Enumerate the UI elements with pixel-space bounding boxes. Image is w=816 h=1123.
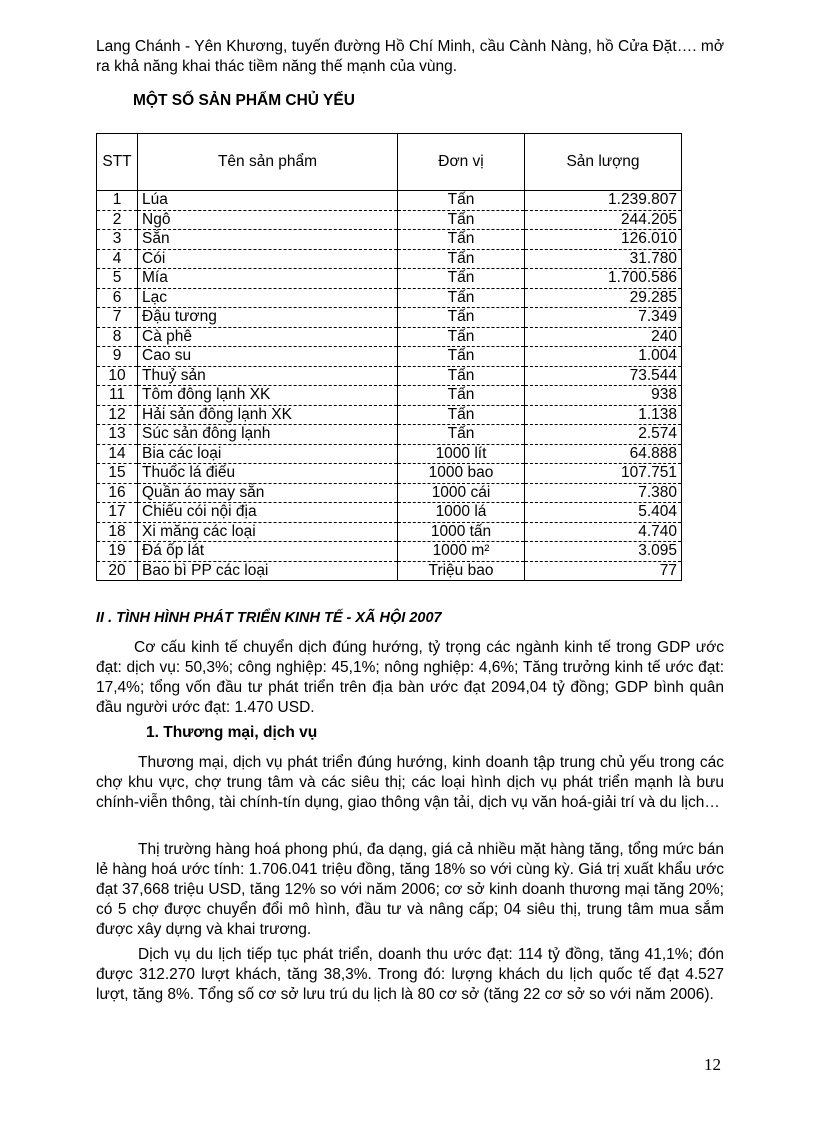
trade-paragraph-2: Thị trường hàng hoá phong phú, đa dạng, giá cả nhiều mặt hàng tăng, tổng mức bán lẻ hàng hoá ước tính: 1.706.041 triệu đồng, tăng 18% so với cùng kỳ. Giá trị xuất khẩu ước đạt 37,668 triệu USD, tăng 12% so với năm 2006; cơ sở kinh doanh thương mại tăng 20%; có 5 chợ được chuyển đổi mô hình, đầu tư và nâng cấp; 04 siêu thị, trung tâm mua sắm được xây dựng và khai trương. bbox=[96, 841, 724, 938]
cell-unit: Tấn bbox=[398, 191, 525, 211]
cell-stt: 20 bbox=[97, 561, 138, 581]
products-table bbox=[96, 133, 682, 581]
cell-unit: Tấn bbox=[398, 210, 525, 230]
cell-stt: 8 bbox=[97, 327, 138, 347]
cell-stt: 11 bbox=[97, 386, 138, 406]
cell-qty: 5.404 bbox=[525, 503, 682, 523]
subsection-heading: 1. Thương mại, dịch vụ bbox=[146, 724, 318, 741]
cell-stt: 19 bbox=[97, 542, 138, 562]
cell-name: Xi măng các loại bbox=[138, 522, 398, 542]
cell-name: Ngô bbox=[138, 210, 398, 230]
cell-unit: Triệu bao bbox=[398, 561, 525, 581]
cell-stt: 3 bbox=[97, 230, 138, 250]
cell-qty: 1.239.807 bbox=[525, 191, 682, 211]
cell-stt: 6 bbox=[97, 288, 138, 308]
cell-qty: 7.349 bbox=[525, 308, 682, 328]
cell-name: Bao bì PP các loại bbox=[138, 561, 398, 581]
tourism-paragraph: Dịch vụ du lịch tiếp tục phát triển, doanh thu ước đạt: 114 tỷ đồng, tăng 41,1%; đón được 312.270 lượt khách, tăng 38,3%. Trong đó: lượng khách du lịch quốc tế đạt 4.527 lượt, tăng 8%. Tổng số cơ sở lưu trú du lịch là 80 cơ sở (tăng 22 cơ sở so với năm 2006). bbox=[96, 946, 724, 1003]
cell-stt: 9 bbox=[97, 347, 138, 367]
cell-qty: 1.138 bbox=[525, 405, 682, 425]
cell-name: Cói bbox=[138, 249, 398, 269]
header-unit: Đơn vị bbox=[398, 134, 525, 191]
cell-unit: 1000 tấn bbox=[398, 522, 525, 542]
cell-qty: 7.380 bbox=[525, 483, 682, 503]
cell-stt: 7 bbox=[97, 308, 138, 328]
cell-name: Quần áo may sẵn bbox=[138, 483, 398, 503]
products-heading: MỘT SỐ SẢN PHẨM CHỦ YẾU bbox=[133, 92, 355, 109]
cell-unit: 1000 m² bbox=[398, 542, 525, 562]
header-stt: STT bbox=[97, 134, 138, 191]
cell-unit: Tấn bbox=[398, 308, 525, 328]
cell-name: Cà phê bbox=[138, 327, 398, 347]
cell-name: Mía bbox=[138, 269, 398, 289]
table-row bbox=[97, 327, 682, 347]
table-row bbox=[97, 191, 682, 211]
cell-qty: 77 bbox=[525, 561, 682, 581]
table-row bbox=[97, 503, 682, 523]
cell-stt: 15 bbox=[97, 464, 138, 484]
cell-name: Sắn bbox=[138, 230, 398, 250]
table-row bbox=[97, 210, 682, 230]
cell-stt: 16 bbox=[97, 483, 138, 503]
cell-stt: 1 bbox=[97, 191, 138, 211]
table-row bbox=[97, 249, 682, 269]
cell-name: Súc sản đông lạnh bbox=[138, 425, 398, 445]
cell-unit: Tấn bbox=[398, 230, 525, 250]
table-row bbox=[97, 561, 682, 581]
cell-qty: 1.700.586 bbox=[525, 269, 682, 289]
header-qty: Sản lượng bbox=[525, 134, 682, 191]
cell-name: Thuỷ sản bbox=[138, 366, 398, 386]
table-row bbox=[97, 347, 682, 367]
cell-unit: 1000 lít bbox=[398, 444, 525, 464]
table-row bbox=[97, 425, 682, 445]
cell-qty: 4.740 bbox=[525, 522, 682, 542]
cell-qty: 31.780 bbox=[525, 249, 682, 269]
cell-qty: 64.888 bbox=[525, 444, 682, 464]
table-row bbox=[97, 308, 682, 328]
cell-name: Lúa bbox=[138, 191, 398, 211]
cell-stt: 10 bbox=[97, 366, 138, 386]
cell-unit: Tấn bbox=[398, 405, 525, 425]
page-number: 12 bbox=[704, 1055, 721, 1074]
cell-qty: 3.095 bbox=[525, 542, 682, 562]
cell-stt: 13 bbox=[97, 425, 138, 445]
cell-name: Lạc bbox=[138, 288, 398, 308]
cell-unit: 1000 lá bbox=[398, 503, 525, 523]
cell-name: Tôm đông lạnh XK bbox=[138, 386, 398, 406]
table-row bbox=[97, 444, 682, 464]
cell-name: Cao su bbox=[138, 347, 398, 367]
table-row bbox=[97, 522, 682, 542]
table-row bbox=[97, 464, 682, 484]
cell-stt: 14 bbox=[97, 444, 138, 464]
cell-qty: 126.010 bbox=[525, 230, 682, 250]
cell-name: Thuốc lá điếu bbox=[138, 464, 398, 484]
intro-paragraph: Lang Chánh - Yên Khương, tuyến đường Hồ Chí Minh, cầu Cành Nàng, hồ Cửa Đặt…. mở ra khả năng khai thác tiềm năng thế mạnh của vùng. bbox=[96, 38, 724, 75]
cell-stt: 4 bbox=[97, 249, 138, 269]
cell-qty: 240 bbox=[525, 327, 682, 347]
cell-unit: Tấn bbox=[398, 288, 525, 308]
section-heading: II . TÌNH HÌNH PHÁT TRIỂN KINH TẾ - XÃ HỘI 2007 bbox=[96, 610, 442, 626]
cell-qty: 244.205 bbox=[525, 210, 682, 230]
table-row bbox=[97, 366, 682, 386]
cell-name: Đá ốp lát bbox=[138, 542, 398, 562]
table-row bbox=[97, 288, 682, 308]
cell-unit: Tấn bbox=[398, 425, 525, 445]
cell-unit: Tấn bbox=[398, 269, 525, 289]
cell-stt: 12 bbox=[97, 405, 138, 425]
table-row bbox=[97, 269, 682, 289]
table-row bbox=[97, 483, 682, 503]
cell-qty: 29.285 bbox=[525, 288, 682, 308]
cell-name: Hải sản đông lạnh XK bbox=[138, 405, 398, 425]
cell-name: Đậu tương bbox=[138, 308, 398, 328]
header-name: Tên sản phẩm bbox=[138, 134, 398, 191]
cell-unit: Tấn bbox=[398, 347, 525, 367]
cell-name: Bia các loại bbox=[138, 444, 398, 464]
cell-unit: Tấn bbox=[398, 249, 525, 269]
cell-stt: 2 bbox=[97, 210, 138, 230]
table-row bbox=[97, 542, 682, 562]
cell-qty: 938 bbox=[525, 386, 682, 406]
cell-stt: 18 bbox=[97, 522, 138, 542]
economy-paragraph: Cơ cấu kinh tế chuyển dịch đúng hướng, tỷ trọng các ngành kinh tế trong GDP ước đạt: dịch vụ: 50,3%; công nghiệp: 45,1%; nông nghiệp: 4,6%; Tăng trưởng kinh tế ước đạt: 17,4%; tổng vốn đầu tư phát triển trên địa bàn ước đạt 2094,04 tỷ đồng; GDP bình quân đầu người ước đạt: 1.470 USD. bbox=[96, 639, 724, 716]
table-row bbox=[97, 386, 682, 406]
products-table-body bbox=[97, 191, 682, 581]
cell-stt: 17 bbox=[97, 503, 138, 523]
table-header-row bbox=[97, 134, 682, 191]
cell-unit: 1000 cái bbox=[398, 483, 525, 503]
cell-unit: Tấn bbox=[398, 386, 525, 406]
cell-unit: 1000 bao bbox=[398, 464, 525, 484]
cell-name: Chiếu cói nội địa bbox=[138, 503, 398, 523]
cell-qty: 107.751 bbox=[525, 464, 682, 484]
cell-qty: 73.544 bbox=[525, 366, 682, 386]
cell-qty: 2.574 bbox=[525, 425, 682, 445]
cell-stt: 5 bbox=[97, 269, 138, 289]
cell-unit: Tấn bbox=[398, 366, 525, 386]
cell-qty: 1.004 bbox=[525, 347, 682, 367]
cell-unit: Tấn bbox=[398, 327, 525, 347]
table-row bbox=[97, 230, 682, 250]
table-row bbox=[97, 405, 682, 425]
trade-paragraph-1: Thương mại, dịch vụ phát triển đúng hướng, kinh doanh tập trung chủ yếu trong các chợ khu vực, chợ trung tâm và các siêu thị; các loại hình dịch vụ phát triển mạnh là bưu chính-viễn thông, tài chính-tín dụng, giao thông vận tải, dịch vụ văn hoá-giải trí và du lịch… bbox=[96, 754, 724, 811]
